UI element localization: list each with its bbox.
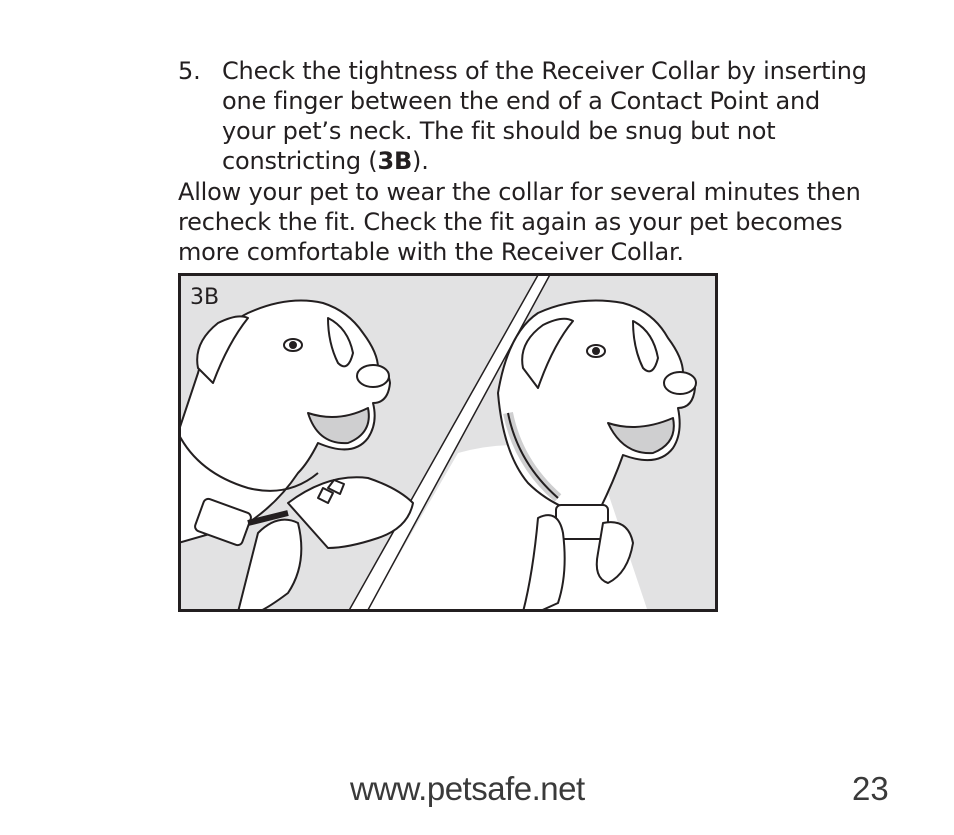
step-text-after: ). (412, 147, 429, 175)
figure-reference: 3B (377, 147, 413, 175)
figure-label: 3B (190, 285, 220, 310)
footer-url: www.petsafe.net (350, 770, 585, 807)
page-number: 23 (852, 770, 889, 807)
step-text-before: Check the tightness of the Receiver Collar by inserting one finger between the end of a Contact Point and your pet’s neck. The fit should be snug but not constricting ( (222, 57, 867, 175)
step-text (222, 56, 872, 176)
fit-paragraph: Allow your pet to wear the collar for several minutes then recheck the fit. Check the fit again as your pet becomes more comfortable with the Receiver Collar. (178, 178, 861, 266)
figure-3b (178, 273, 718, 612)
step-number: 5. (178, 57, 201, 85)
